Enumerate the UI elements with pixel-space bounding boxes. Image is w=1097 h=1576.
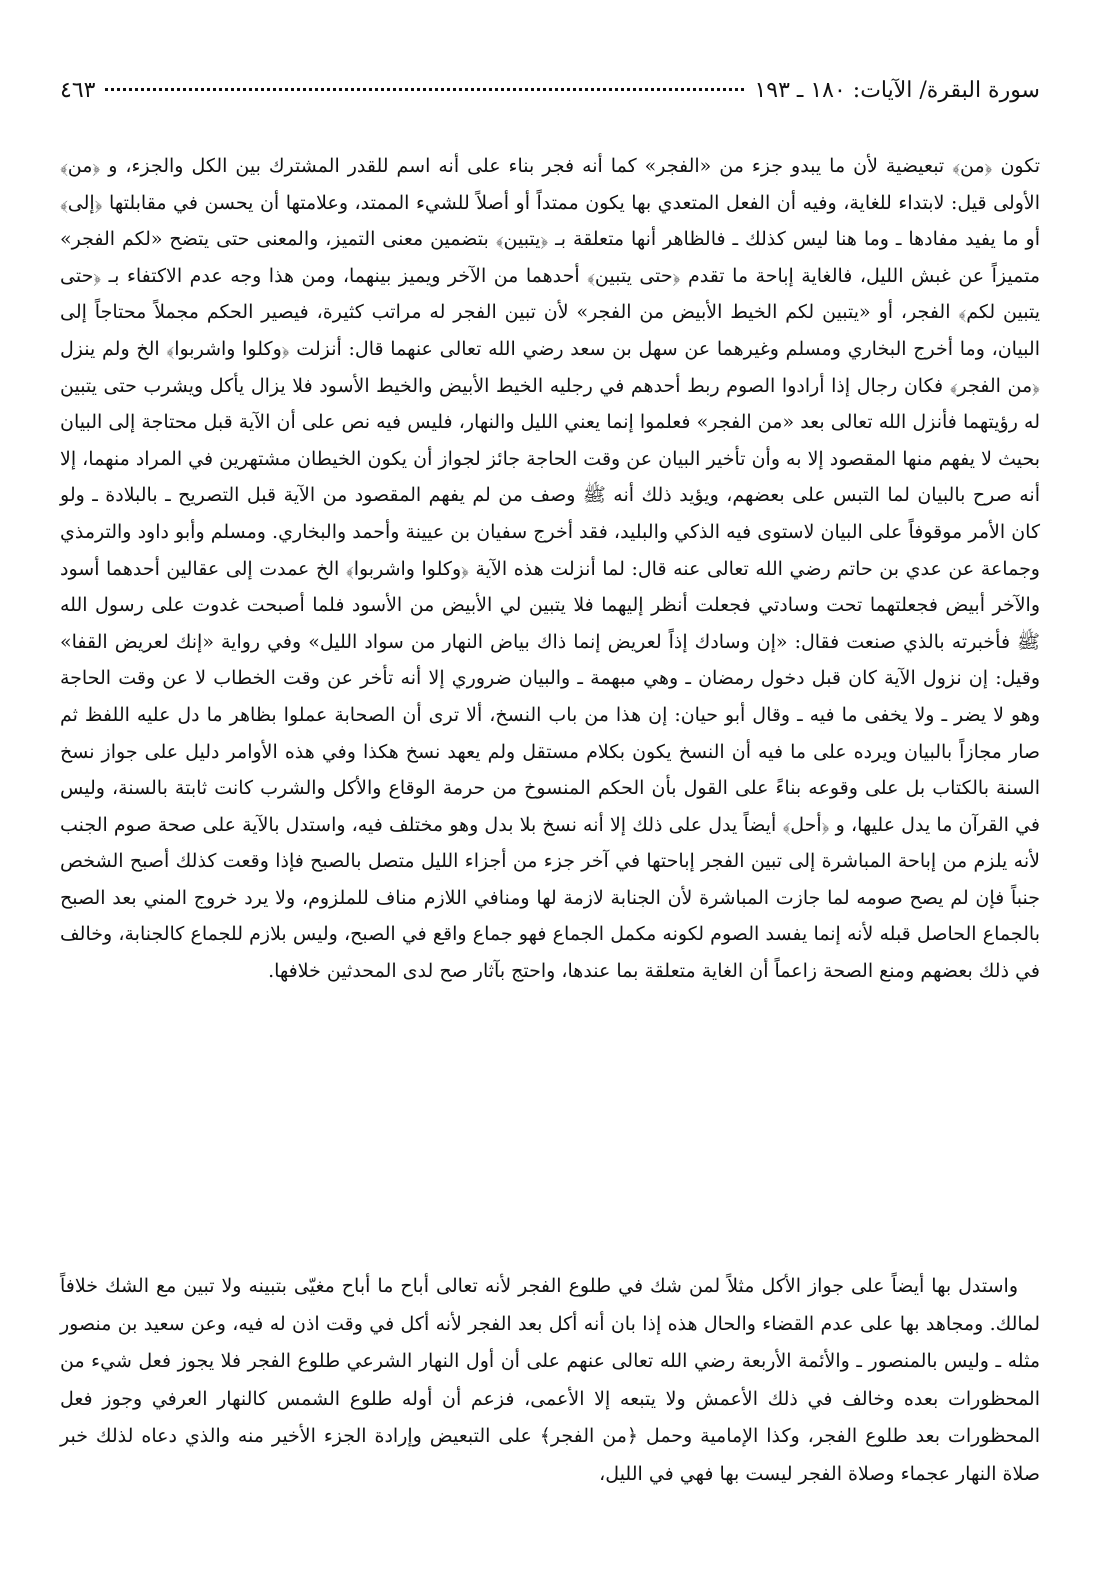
paragraph-2: واستدل بها أيضاً على جواز الأكل مثلاً لمن شك في طلوع الفجر لأنه تعالى أباح ما أباح مغيّى بتبينه ولا تبين مع الشك خلافاً لمالك. ومجاهد بها على عدم القضاء والحال هذه إذا بان أنه أكل بعد الفجر لأنه أكل في وقت اذن له فيه، وعن سعيد بن منصور مثله ـ وليس بالمنصور ـ والأئمة الأربعة رضي الله تعالى عنهم على أن أول النهار الشرعي طلوع الفجر فلا يجوز فعل شيء من المحظورات بعده وخالف في ذلك الأعمش ولا يتبعه إلا الأعمى، فزعم أن أوله طلوع الشمس كالنهار العرفي وجوز فعل المحظورات بعد طلوع الفجر، وكذا الإمامية وحمل ﴿من الفجر﴾ على التبعيض وإرادة الجزء الأخير منه والذي دعاه لذلك خبر صلاة النهار عجماء وصلاة الفجر ليست بها فهي في الليل، — [60, 1275, 1040, 1485]
page-number: ٤٦٣ — [60, 78, 96, 103]
dotted-leader — [105, 88, 744, 91]
running-header — [60, 78, 1040, 114]
second-text-block — [60, 1268, 1040, 1493]
chapter-title: سورة البقرة/ الآيات: ١٨٠ ـ ١٩٣ — [754, 78, 1040, 103]
main-text-block — [60, 148, 1040, 990]
paragraph-1: تكون ﴿من﴾ تبعيضية لأن ما يبدو جزء من «الفجر» كما أنه فجر بناء على أنه اسم للقدر المشترك بين الكل والجزء، و ﴿من﴾ الأولى قيل: لابتداء للغاية، وفيه أن الفعل المتعدي بها يكون ممتداً أو أصلاً للشيء الممتد، وعلامتها أن يحسن في مقابلتها ﴿إلى﴾ أو ما يفيد مفادها ـ وما هنا ليس كذلك ـ فالظاهر أنها متعلقة بـ ﴿يتبين﴾ بتضمين معنى التميز، والمعنى حتى يتضح «لكم الفجر» متميزاً عن غبش الليل، فالغاية إباحة ما تقدم ﴿حتى يتبين﴾ أحدهما من الآخر ويميز بينهما، ومن هذا وجه عدم الاكتفاء بـ ﴿حتى يتبين لكم﴾ الفجر، أو «يتبين لكم الخيط الأبيض من الفجر» لأن تبين الفجر له مراتب كثيرة، فيصير الحكم مجملاً محتاجاً إلى البيان، وما أخرج البخاري ومسلم وغيرهما عن سهل بن سعد رضي الله تعالى عنهما قال: أنزلت ﴿وكلوا واشربوا﴾ الخ ولم ينزل ﴿من الفجر﴾ فكان رجال إذا أرادوا الصوم ربط أحدهم في رجليه الخيط الأبيض والخيط الأسود فلا يزال يأكل ويشرب حتى يتبين له رؤيتهما فأنزل الله تعالى بعد «من الفجر» فعلموا إنما يعني الليل والنهار، فليس فيه نص على أن الآية قبل محتاجة إلى البيان بحيث لا يفهم منها المقصود إلا به وأن تأخير البيان عن وقت الحاجة جائز لجواز أن يكون الخيطان مشتهرين في المراد منهما، إلا أنه صرح بالبيان لما التبس على بعضهم، ويؤيد ذلك أنه ﷺ وصف من لم يفهم المقصود من الآية قبل التصريح ـ بالبلادة ـ ولو كان الأمر موقوفاً على البيان لاستوى فيه الذكي والبليد، فقد أخرج سفيان بن عيينة وأحمد والبخاري. ومسلم وأبو داود والترمذي وجماعة عن عدي بن حاتم رضي الله تعالى عنه قال: لما أنزلت هذه الآية ﴿وكلوا واشربوا﴾ الخ عمدت إلى عقالين أحدهما أسود والآخر أبيض فجعلتهما تحت وسادتي فجعلت أنظر إليهما فلا يتبين لي الأبيض من الأسود فلما أصبحت غدوت على رسول الله ﷺ فأخبرته بالذي صنعت فقال: «إن وسادك إذاً لعريض إنما ذاك بياض النهار من سواد الليل» وفي رواية «إنك لعريض القفا» وقيل: إن نزول الآية كان قبل دخول رمضان ـ وهي مبهمة ـ والبيان ضروري إلا أنه تأخر عن وقت الخطاب لا عن وقت الحاجة وهو لا يضر ـ ولا يخفى ما فيه ـ وقال أبو حيان: إن هذا من باب النسخ، ألا ترى أن الصحابة عملوا بظاهر ما دل عليه اللفظ ثم صار مجازاً بالبيان ويرده على ما فيه أن النسخ يكون بكلام مستقل ولم يعهد نسخ هكذا وفي هذه الأوامر دليل على جواز نسخ السنة بالكتاب بل على وقوعه بناءً على القول بأن الحكم المنسوخ من حرمة الوقاع والأكل والشرب كانت ثابتة بالسنة، وليس في القرآن ما يدل عليها، و ﴿أحل﴾ أيضاً يدل على ذلك إلا أنه نسخ بلا بدل وهو مختلف فيه، واستدل بالآية على صحة صوم الجنب لأنه يلزم من إباحة المباشرة إلى تبين الفجر إباحتها في آخر جزء من أجزاء الليل متصل بالصبح فإذا وقعت كذلك أصبح الشخص جنباً فإن لم يصح صومه لما جازت المباشرة لأن الجنابة لازمة لها ومنافي اللازم مناف للملزوم، ولا يرد خروج المني بعد الصبح بالجماع الحاصل قبله لأنه إنما يفسد الصوم لكونه مكمل الجماع فهو جماع واقع في الصبح، وليس بلازم للجماع كالجنابة، وخالف في ذلك بعضهم ومنع الصحة زاعماً أن الغاية متعلقة بما عندها، واحتج بآثار صح لدى المحدثين خلافها. — [60, 155, 1040, 983]
book-page — [60, 78, 1040, 1548]
